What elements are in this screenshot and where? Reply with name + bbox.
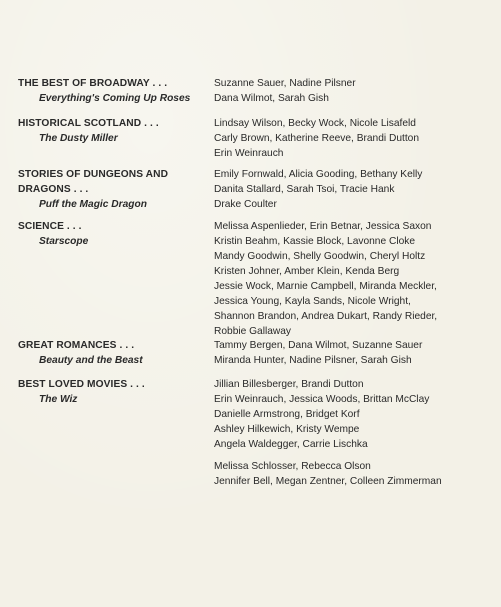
cast-line: Jessica Young, Kayla Sands, Nicole Wright,: [214, 296, 411, 307]
cast-line: Mandy Goodwin, Shelly Goodwin, Cheryl Holtz: [214, 251, 426, 262]
section-title: SCIENCE . . .: [18, 221, 82, 232]
section-title: BEST LOVED MOVIES . . .: [18, 379, 145, 390]
section-heading: [18, 338, 213, 368]
section-title: THE BEST OF BROADWAY . . .: [18, 78, 168, 89]
section-subtitle: The Wiz: [39, 394, 78, 405]
section-heading: [18, 377, 213, 407]
cast-line: Erin Weinrauch, Jessica Woods, Brittan McClay: [214, 394, 430, 405]
cast-line: Erin Weinrauch: [214, 148, 284, 159]
section-title: HISTORICAL SCOTLAND . . .: [18, 118, 159, 129]
cast-line: Drake Coulter: [214, 199, 277, 210]
cast-line: Emily Fornwald, Alicia Gooding, Bethany Kelly: [214, 169, 423, 180]
spacer: [214, 452, 499, 459]
cast-line: Ashley Hilkewich, Kristy Wempe: [214, 424, 360, 435]
cast-list: [214, 338, 499, 368]
cast-line: Kristin Beahm, Kassie Block, Lavonne Cloke: [214, 236, 416, 247]
section-subtitle: The Dusty Miller: [39, 133, 118, 144]
cast-line: Danielle Armstrong, Bridget Korf: [214, 409, 360, 420]
cast-line: Melissa Aspenlieder, Erin Betnar, Jessica Saxon: [214, 221, 432, 232]
section-subtitle: Beauty and the Beast: [39, 355, 143, 366]
cast-list: [214, 219, 499, 339]
section-heading: [18, 76, 213, 106]
cast-line: Lindsay Wilson, Becky Wock, Nicole Lisafeld: [214, 118, 416, 129]
cast-line: Tammy Bergen, Dana Wilmot, Suzanne Sauer: [214, 340, 423, 351]
cast-line: Carly Brown, Katherine Reeve, Brandi Dutton: [214, 133, 419, 144]
cast-line: Kristen Johner, Amber Klein, Kenda Berg: [214, 266, 400, 277]
cast-list: [214, 167, 499, 212]
section-subtitle: Starscope: [39, 236, 89, 247]
section-title-continued: DRAGONS . . .: [18, 184, 89, 195]
cast-line: Suzanne Sauer, Nadine Pilsner: [214, 78, 356, 89]
section-title: STORIES OF DUNGEONS AND: [18, 169, 169, 180]
section-title: GREAT ROMANCES . . .: [18, 340, 135, 351]
section-heading: [18, 219, 213, 249]
cast-list: [214, 116, 499, 161]
cast-line: Jessie Wock, Marnie Campbell, Miranda Meckler,: [214, 281, 437, 292]
cast-list: [214, 377, 499, 489]
cast-line: Angela Waldegger, Carrie Lischka: [214, 439, 368, 450]
section-heading: [18, 116, 213, 146]
cast-line: Danita Stallard, Sarah Tsoi, Tracie Hank: [214, 184, 395, 195]
cast-line: Melissa Schlosser, Rebecca Olson: [214, 461, 371, 472]
cast-line: Shannon Brandon, Andrea Dukart, Randy Rieder,: [214, 311, 438, 322]
section-subtitle: Everything's Coming Up Roses: [39, 93, 191, 104]
cast-line: Miranda Hunter, Nadine Pilsner, Sarah Gish: [214, 355, 412, 366]
cast-line: Robbie Gallaway: [214, 326, 292, 337]
section-subtitle: Puff the Magic Dragon: [39, 199, 147, 210]
cast-line: Jillian Billesberger, Brandi Dutton: [214, 379, 364, 390]
cast-line: Dana Wilmot, Sarah Gish: [214, 93, 329, 104]
cast-line: Jennifer Bell, Megan Zentner, Colleen Zimmerman: [214, 476, 442, 487]
section-heading: [18, 167, 213, 212]
cast-list: [214, 76, 499, 106]
